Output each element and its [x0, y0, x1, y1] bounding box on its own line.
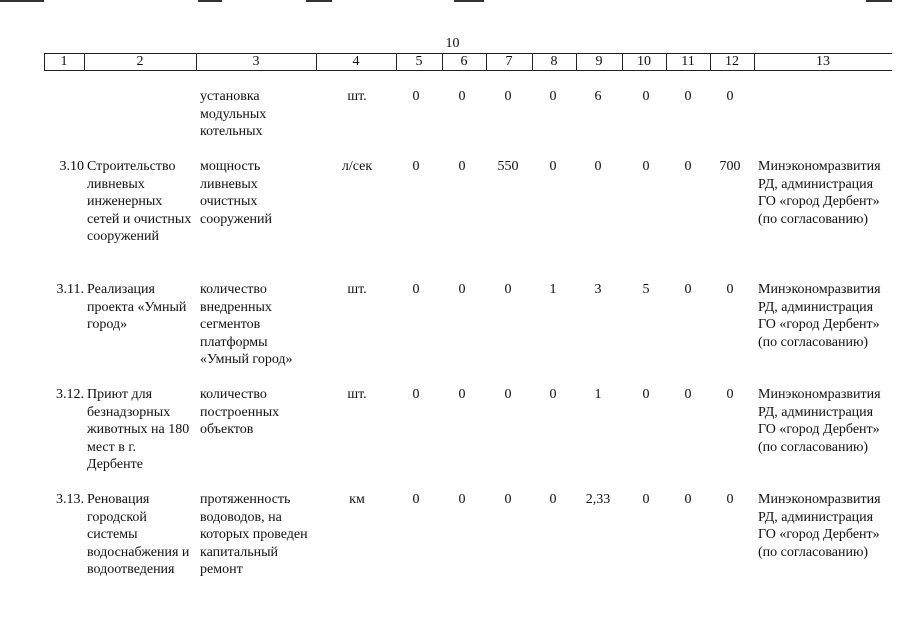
value-col-9: 0: [594, 159, 602, 174]
value-col-6: 0: [458, 159, 466, 174]
indicator-name: количество внедренных сегментов платформы «Умный город»: [200, 282, 293, 367]
value-col-9: 3: [594, 282, 602, 297]
value-col-8: 0: [549, 89, 557, 104]
scan-mark: [306, 0, 332, 2]
indicator-name: протяженность водоводов, на которых проведен капитальный ремонт: [200, 492, 308, 577]
value-col-8: 0: [549, 159, 557, 174]
value-col-10: 0: [642, 159, 650, 174]
header-cell-7: 7: [505, 54, 513, 69]
value-col-10: 0: [642, 492, 650, 507]
responsible: Минэкономразвития РД, администрация ГО «город Дербент» (по согласованию): [758, 282, 881, 350]
indicator-name: количество построенных объектов: [200, 387, 280, 437]
header-cell-12: 12: [725, 54, 739, 69]
header-cell-13: 13: [816, 54, 830, 69]
unit: л/сек: [341, 159, 373, 174]
measure-name: Приют для безнадзорных животных на 180 мест в г. Дербенте: [87, 387, 190, 472]
header-cell-2: 2: [136, 54, 144, 69]
scan-mark: [866, 0, 892, 2]
value-col-7: 0: [504, 492, 512, 507]
responsible: Минэкономразвития РД, администрация ГО «город Дербент» (по согласованию): [758, 159, 881, 227]
value-col-6: 0: [458, 387, 466, 402]
value-col-11: 0: [684, 282, 692, 297]
header-cell-10: 10: [637, 54, 651, 69]
value-col-10: 5: [642, 282, 650, 297]
value-col-5: 0: [412, 282, 420, 297]
value-col-12: 700: [719, 159, 741, 174]
header-cell-9: 9: [595, 54, 603, 69]
unit: км: [349, 492, 365, 507]
header-cell-4: 4: [352, 54, 360, 69]
value-col-8: 1: [549, 282, 557, 297]
value-col-5: 0: [412, 89, 420, 104]
header-cell-1: 1: [60, 54, 68, 69]
header-cell-6: 6: [460, 54, 468, 69]
row-number: 3.12.: [56, 387, 84, 402]
value-col-10: 0: [642, 387, 650, 402]
indicator-name: мощность ливневых очистных сооружений: [200, 159, 273, 227]
value-col-5: 0: [412, 387, 420, 402]
value-col-9: 1: [594, 387, 602, 402]
measure-name: Реновация городской системы водоснабжения и водоотведения: [87, 492, 190, 577]
responsible: Минэкономразвития РД, администрация ГО «город Дербент» (по согласованию): [758, 387, 881, 455]
header-cell-11: 11: [681, 54, 695, 69]
row-number: 3.13.: [56, 492, 84, 507]
row-number: 3.11.: [56, 282, 84, 297]
unit: шт.: [347, 282, 367, 297]
value-col-11: 0: [684, 89, 692, 104]
value-col-12: 0: [726, 89, 734, 104]
value-col-7: 0: [504, 89, 512, 104]
value-col-11: 0: [684, 492, 692, 507]
unit: шт.: [347, 387, 367, 402]
value-col-7: 0: [504, 387, 512, 402]
header-cell-5: 5: [415, 54, 423, 69]
scan-mark: [198, 0, 222, 2]
value-col-6: 0: [458, 282, 466, 297]
value-col-9: 2,33: [585, 492, 611, 507]
indicator-name: установка модульных котельных: [200, 89, 267, 139]
scan-mark: [0, 0, 44, 2]
value-col-12: 0: [726, 282, 734, 297]
value-col-12: 0: [726, 387, 734, 402]
row-number: 3.10: [59, 159, 84, 174]
measure-name: Строительство ливневых инженерных сетей и очистных сооружений: [87, 159, 192, 244]
value-col-9: 6: [594, 89, 602, 104]
header-cell-3: 3: [252, 54, 260, 69]
value-col-7: 550: [497, 159, 519, 174]
value-col-7: 0: [504, 282, 512, 297]
responsible: Минэкономразвития РД, администрация ГО «город Дербент» (по согласованию): [758, 492, 881, 560]
value-col-8: 0: [549, 492, 557, 507]
value-col-5: 0: [412, 159, 420, 174]
header-bottom-border: [44, 70, 892, 71]
value-col-12: 0: [726, 492, 734, 507]
header-cell-8: 8: [550, 54, 558, 69]
scan-mark: [454, 0, 484, 2]
measure-name: Реализация проекта «Умный город»: [87, 282, 187, 332]
unit: шт.: [347, 89, 367, 104]
value-col-11: 0: [684, 159, 692, 174]
value-col-6: 0: [458, 89, 466, 104]
value-col-6: 0: [458, 492, 466, 507]
value-col-5: 0: [412, 492, 420, 507]
value-col-8: 0: [549, 387, 557, 402]
page-number: 10: [445, 36, 460, 51]
value-col-10: 0: [642, 89, 650, 104]
value-col-11: 0: [684, 387, 692, 402]
